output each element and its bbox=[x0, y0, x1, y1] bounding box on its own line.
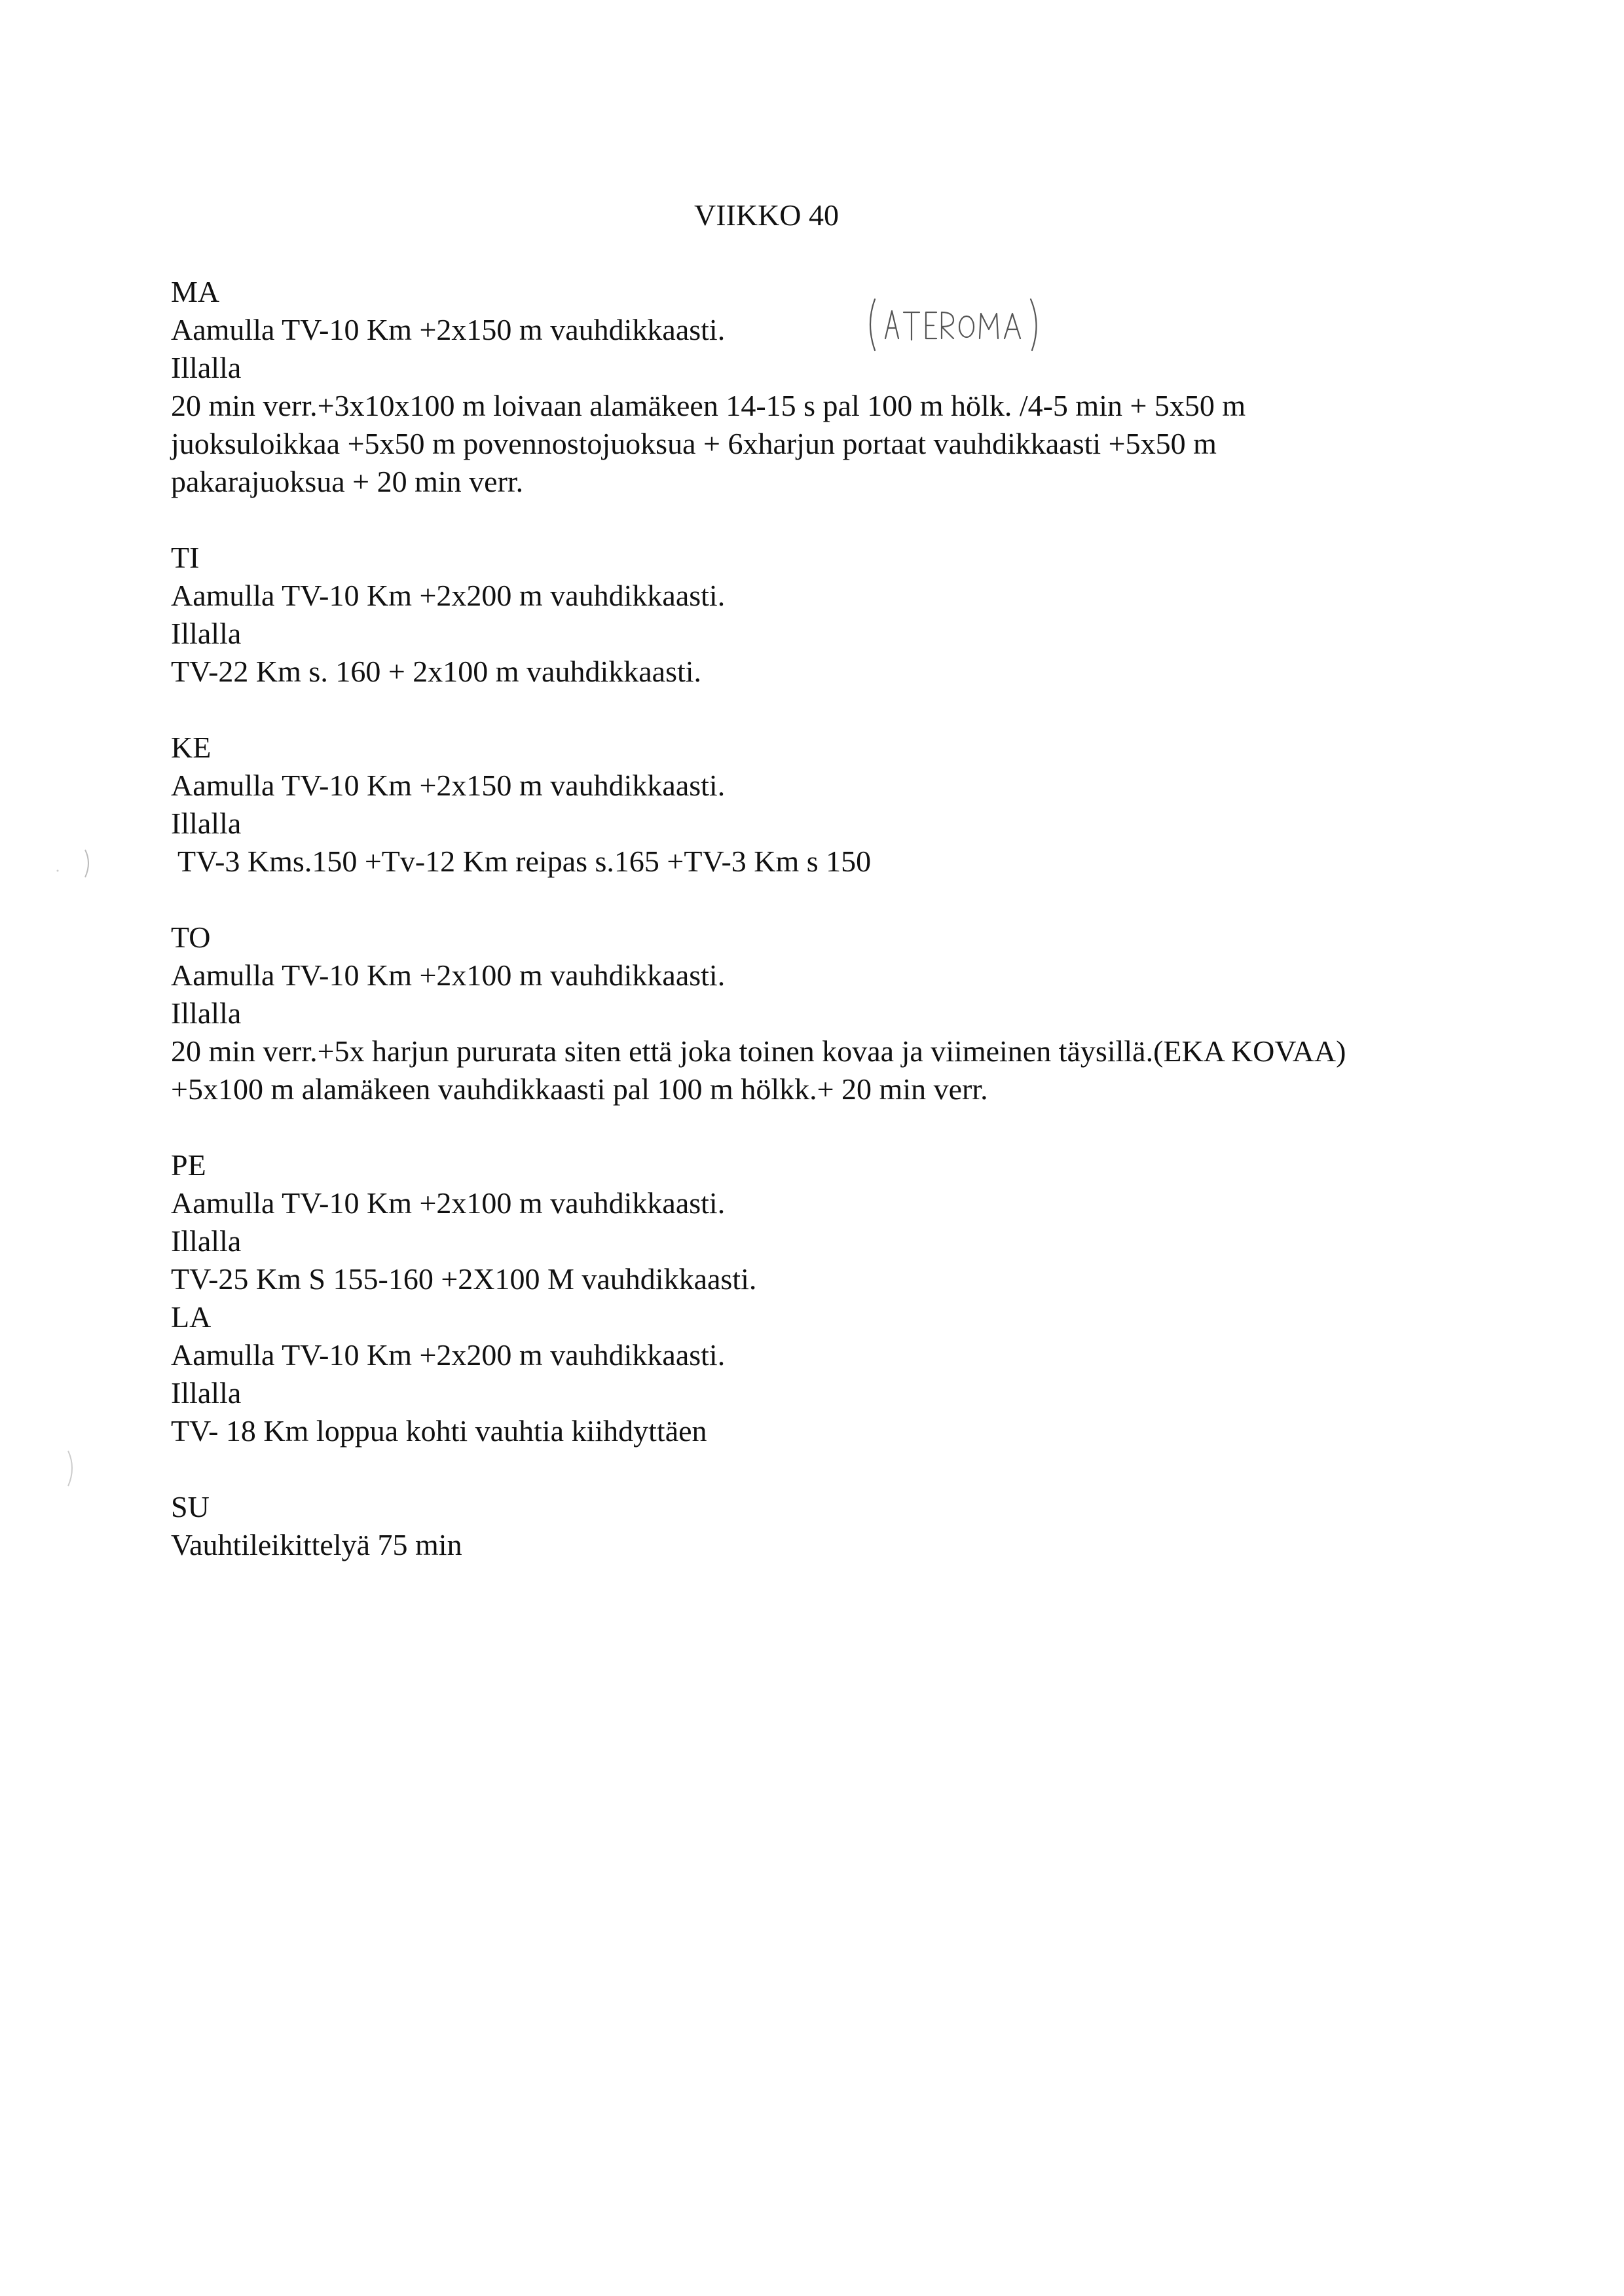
spacer bbox=[171, 1450, 1533, 1488]
spacer bbox=[171, 1108, 1533, 1146]
pe-line-1: Aamulla TV-10 Km +2x100 m vauhdikkaasti. bbox=[171, 1186, 726, 1220]
ma-line-3: 20 min verr.+3x10x100 m loivaan alamäkeen 14-15 s pal 100 m hölk. /4-5 min + 5x50 m bbox=[171, 389, 1246, 422]
la-line-2: Illalla bbox=[171, 1376, 242, 1410]
to-line-1: Aamulla TV-10 Km +2x100 m vauhdikkaasti. bbox=[171, 958, 726, 992]
day-heading-pe: PE bbox=[171, 1148, 206, 1182]
day-heading-ke: KE bbox=[171, 731, 212, 764]
pe-line-2: Illalla bbox=[171, 1224, 242, 1258]
ke-line-3: TV-3 Kms.150 +Tv-12 Km reipas s.165 +TV-3 Km s 150 bbox=[177, 845, 872, 878]
day-heading-la: LA bbox=[171, 1300, 212, 1334]
su-line-1: Vauhtileikittelyä 75 min bbox=[171, 1528, 462, 1561]
day-heading-ma: MA bbox=[171, 275, 220, 308]
ma-line-5: pakarajuoksua + 20 min verr. bbox=[171, 465, 524, 498]
scan-mark-left-2 bbox=[59, 1447, 85, 1493]
page-title: VIIKKO 40 bbox=[694, 198, 840, 232]
ma-line-4: juoksuloikkaa +5x50 m povennostojuoksua + 6xharjun portaat vauhdikkaasti +5x50 m bbox=[171, 427, 1217, 460]
to-line-2: Illalla bbox=[171, 996, 242, 1030]
ma-line-2: Illalla bbox=[171, 351, 242, 384]
la-line-1: Aamulla TV-10 Km +2x200 m vauhdikkaasti. bbox=[171, 1338, 726, 1372]
ke-line-1: Aamulla TV-10 Km +2x150 m vauhdikkaasti. bbox=[171, 769, 726, 802]
schedule-body bbox=[171, 273, 1533, 1564]
la-line-3: TV- 18 Km loppua kohti vauhtia kiihdyttäen bbox=[171, 1414, 707, 1448]
ti-line-2: Illalla bbox=[171, 617, 242, 650]
day-heading-ti: TI bbox=[171, 541, 200, 574]
scan-mark-left-1 bbox=[39, 845, 98, 884]
to-line-4: +5x100 m alamäkeen vauhdikkaasti pal 100 m hölkk.+ 20 min verr. bbox=[171, 1072, 988, 1106]
spacer bbox=[171, 501, 1533, 539]
ti-line-1: Aamulla TV-10 Km +2x200 m vauhdikkaasti. bbox=[171, 579, 726, 612]
spacer bbox=[171, 881, 1533, 919]
ma-line-1: Aamulla TV-10 Km +2x150 m vauhdikkaasti. bbox=[171, 313, 726, 346]
ke-line-2: Illalla bbox=[171, 807, 242, 840]
ti-line-3: TV-22 Km s. 160 + 2x100 m vauhdikkaasti. bbox=[171, 655, 702, 688]
spacer bbox=[171, 691, 1533, 729]
pe-line-3: TV-25 Km S 155-160 +2X100 M vauhdikkaasti. bbox=[171, 1262, 757, 1296]
to-line-3: 20 min verr.+5x harjun pururata siten että joka toinen kovaa ja viimeinen täysillä.(EKA KOVAA) bbox=[171, 1034, 1346, 1068]
day-heading-su: SU bbox=[171, 1490, 210, 1523]
day-heading-to: TO bbox=[171, 920, 211, 954]
